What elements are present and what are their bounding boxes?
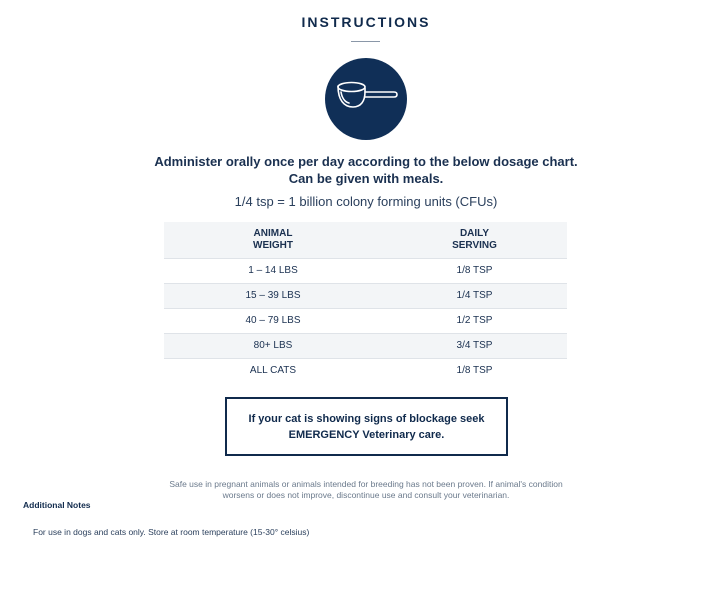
heading-divider	[351, 41, 380, 42]
additional-notes-title: Additional Notes	[23, 500, 91, 510]
column-header-serving: DAILY SERVING	[382, 222, 567, 258]
serving-cell: 1/4 TSP	[382, 283, 567, 308]
table-row	[164, 358, 567, 383]
table-row	[164, 333, 567, 358]
additional-notes-body: For use in dogs and cats only. Store at room temperature (15-30° celsius)	[33, 527, 310, 537]
table-row	[164, 308, 567, 333]
weight-cell: 15 – 39 LBS	[164, 283, 382, 308]
serving-cell: 1/2 TSP	[382, 308, 567, 333]
instructions-heading: INSTRUCTIONS	[301, 14, 431, 30]
table-row	[164, 283, 567, 308]
column-header-weight: ANIMAL WEIGHT	[164, 222, 382, 258]
weight-cell: 1 – 14 LBS	[164, 258, 382, 283]
emergency-warning-text: If your cat is showing signs of blockage seek EMERGENCY Veterinary care.	[248, 412, 485, 441]
weight-cell: 80+ LBS	[164, 333, 382, 358]
weight-cell: 40 – 79 LBS	[164, 308, 382, 333]
weight-cell: ALL CATS	[164, 358, 382, 383]
scoop-icon	[325, 58, 407, 140]
table-header-row	[164, 222, 567, 258]
serving-cell: 1/8 TSP	[382, 258, 567, 283]
scoop-badge	[325, 58, 407, 140]
serving-cell: 3/4 TSP	[382, 333, 567, 358]
safety-disclaimer: Safe use in pregnant animals or animals intended for breeding has not been proven. If animal's condition worsens or does not improve, discontinue use and consult your veterinarian.	[169, 479, 563, 500]
serving-cell: 1/8 TSP	[382, 358, 567, 383]
administration-instructions: Administer orally once per day according to the below dosage chart. Can be given with meals.	[154, 154, 578, 186]
dose-conversion: 1/4 tsp = 1 billion colony forming units (CFUs)	[234, 194, 498, 209]
emergency-warning	[225, 397, 508, 456]
table-row	[164, 258, 567, 283]
dosage-chart	[164, 222, 567, 383]
